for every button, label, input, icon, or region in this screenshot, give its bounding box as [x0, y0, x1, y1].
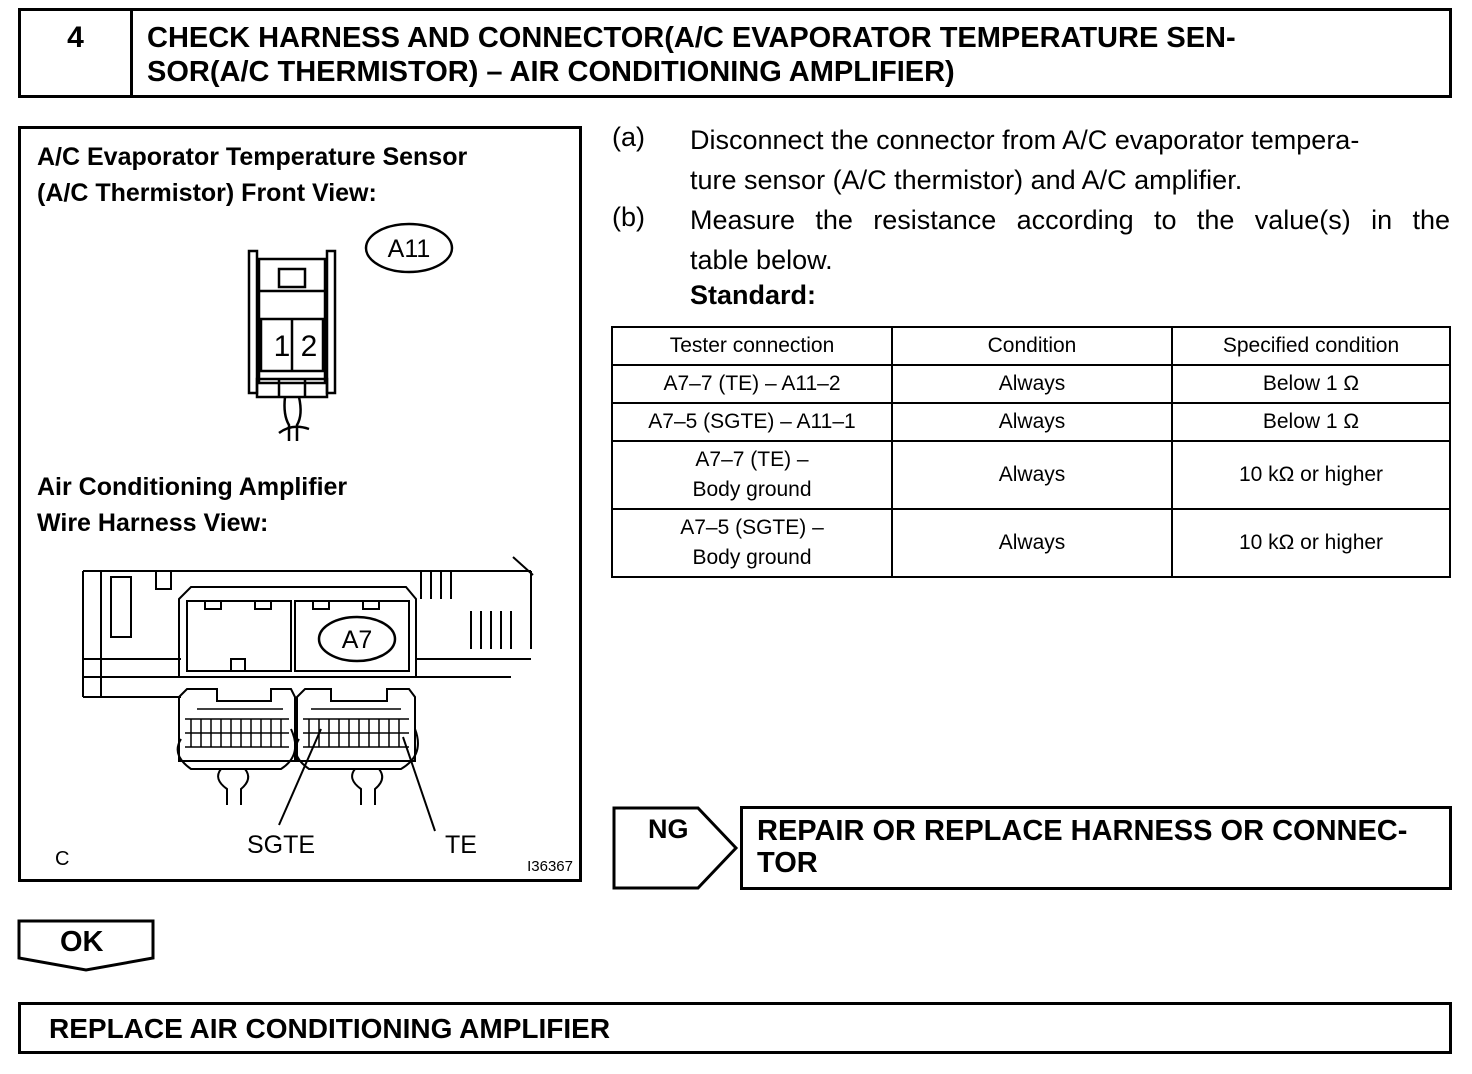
step-title-line-2: SOR(A/C THERMISTOR) – AIR CONDITIONING AMPLIFIER) [147, 56, 955, 88]
header-tester-connection: Tester connection [612, 327, 892, 365]
ok-label: OK [60, 926, 104, 958]
standard-label: Standard: [690, 280, 817, 310]
sgte-callout: SGTE [246, 831, 316, 859]
step-title [147, 21, 1437, 89]
cell-connection-line-1: A7–5 (SGTE) – [680, 516, 824, 539]
step-number: 4 [21, 11, 133, 95]
te-callout-line [403, 737, 435, 831]
cell-condition: Always [892, 403, 1172, 441]
amplifier-view-label-line-1: Air Conditioning Amplifier [37, 473, 348, 501]
spec-table [611, 326, 1451, 578]
te-callout: TE [445, 831, 477, 859]
step-a-text [690, 120, 1450, 200]
cell-specified: Below 1 Ω [1172, 365, 1450, 403]
header-condition: Condition [892, 327, 1172, 365]
cell-connection [612, 441, 892, 509]
cell-condition: Always [892, 441, 1172, 509]
ng-label: NG [648, 814, 689, 844]
step-a-line-2: ture sensor (A/C thermistor) and A/C amplifier. [690, 165, 1243, 195]
cell-specified: 10 kΩ or higher [1172, 441, 1450, 509]
amplifier-view-label [37, 469, 347, 541]
sensor-view-label [37, 139, 467, 211]
step-b-line-2: table below. [690, 245, 833, 275]
figure-code: I36367 [527, 858, 573, 875]
sensor-view-label-line-2: (A/C Thermistor) Front View: [37, 179, 377, 207]
table-header-row [612, 327, 1450, 365]
sgte-callout-line [279, 729, 321, 825]
cell-connection-line-2: Body ground [692, 478, 812, 501]
amplifier-housing-drawing [83, 557, 533, 805]
cell-connection-line-1: A7–7 (TE) – [695, 448, 809, 471]
pin-1-label: 1 [273, 330, 291, 363]
final-action-box [18, 1002, 1452, 1054]
amp-connector-id: A7 [341, 626, 373, 654]
table-row [612, 403, 1450, 441]
cell-specified: Below 1 Ω [1172, 403, 1450, 441]
sensor-view-label-line-1: A/C Evaporator Temperature Sensor [37, 143, 468, 171]
amplifier-view-label-line-2: Wire Harness View: [37, 509, 269, 537]
cell-condition: Always [892, 365, 1172, 403]
step-header [18, 8, 1452, 98]
cell-connection-line-2: Body ground [692, 546, 812, 569]
step-a-line-1: Disconnect the connector from A/C evaporator tempera- [690, 125, 1360, 155]
cell-specified: 10 kΩ or higher [1172, 509, 1450, 577]
figure-corner-letter: C [55, 848, 70, 870]
step-b-line-1: Measure the resistance according to the value(s) in the [690, 205, 1450, 235]
pin-2-label: 2 [300, 330, 318, 363]
sensor-connector-id: A11 [387, 235, 431, 263]
cell-condition: Always [892, 509, 1172, 577]
sensor-connector-drawing [249, 251, 335, 441]
header-specified-condition: Specified condition [1172, 327, 1450, 365]
ng-action-line-2: TOR [757, 847, 818, 879]
cell-connection: A7–7 (TE) – A11–2 [612, 365, 892, 403]
step-b-text [690, 200, 1450, 280]
step-a-letter: (a) [612, 122, 645, 152]
table-row [612, 509, 1450, 577]
step-title-line-1: CHECK HARNESS AND CONNECTOR(A/C EVAPORATOR TEMPERATURE SEN- [147, 22, 1236, 54]
ng-action-box [740, 806, 1452, 890]
connector-figure [18, 126, 582, 882]
ng-action-text [757, 815, 1437, 879]
step-b-letter: (b) [612, 202, 645, 232]
table-row [612, 365, 1450, 403]
cell-connection [612, 509, 892, 577]
final-action-text: REPLACE AIR CONDITIONING AMPLIFIER [49, 1013, 611, 1044]
ng-action-line-1: REPAIR OR REPLACE HARNESS OR CONNEC- [757, 815, 1408, 847]
table-row [612, 441, 1450, 509]
cell-connection: A7–5 (SGTE) – A11–1 [612, 403, 892, 441]
